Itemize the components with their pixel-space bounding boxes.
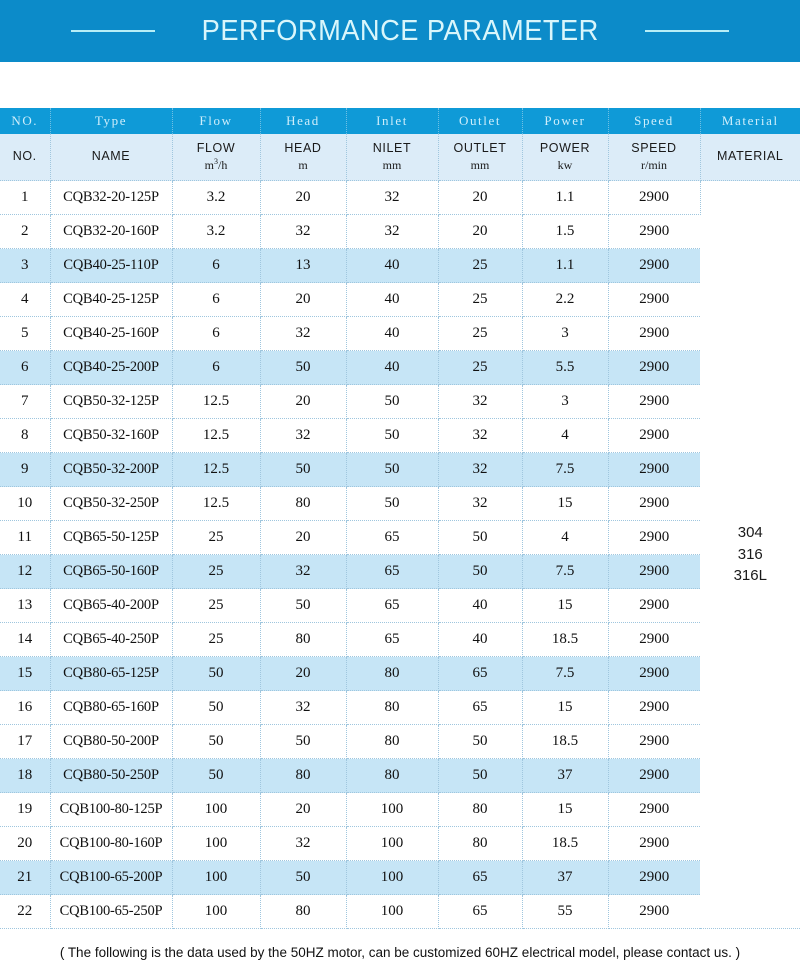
subheader-power-label: POWER [540,141,590,155]
cell-no: 3 [0,249,50,283]
cell-speed: 2900 [608,385,700,419]
cell-inlet: 65 [346,555,438,589]
banner-rule-right-icon [645,30,729,32]
subheader-inlet-unit: mm [347,158,438,173]
cell-inlet: 80 [346,691,438,725]
cell-outlet: 80 [438,793,522,827]
table-row [0,385,800,419]
cell-outlet: 50 [438,521,522,555]
table-row [0,487,800,521]
table-row [0,419,800,453]
cell-speed: 2900 [608,249,700,283]
cell-type: CQB100-80-160P [50,827,172,861]
cell-flow: 100 [172,895,260,929]
subheader-power [522,134,608,181]
table-row [0,759,800,793]
cell-power: 3 [522,317,608,351]
cell-head: 20 [260,385,346,419]
cell-head: 32 [260,827,346,861]
table-header-row-top [0,108,800,134]
subheader-material [700,134,800,181]
cell-inlet: 100 [346,861,438,895]
cell-no: 21 [0,861,50,895]
cell-power: 2.2 [522,283,608,317]
cell-flow: 12.5 [172,419,260,453]
cell-inlet: 50 [346,419,438,453]
cell-type: CQB65-40-250P [50,623,172,657]
cell-inlet: 100 [346,827,438,861]
cell-type: CQB80-50-250P [50,759,172,793]
cell-no: 6 [0,351,50,385]
cell-flow: 12.5 [172,385,260,419]
cell-inlet: 65 [346,623,438,657]
subheader-head-unit: m [261,158,346,173]
cell-power: 37 [522,759,608,793]
cell-power: 15 [522,589,608,623]
cell-head: 50 [260,589,346,623]
cell-flow: 6 [172,317,260,351]
cell-outlet: 25 [438,351,522,385]
cell-head: 20 [260,793,346,827]
table-row [0,861,800,895]
cell-power: 3 [522,385,608,419]
table-row [0,589,800,623]
cell-flow: 100 [172,827,260,861]
cell-outlet: 25 [438,283,522,317]
cell-type: CQB100-65-250P [50,895,172,929]
subheader-name [50,134,172,181]
cell-type: CQB80-65-160P [50,691,172,725]
cell-head: 80 [260,895,346,929]
cell-no: 7 [0,385,50,419]
cell-head: 80 [260,623,346,657]
table-body [0,181,800,929]
cell-no: 10 [0,487,50,521]
header-inlet: Inlet [346,108,438,134]
cell-type: CQB32-20-125P [50,181,172,215]
cell-power: 1.1 [522,249,608,283]
table-row [0,215,800,249]
cell-flow: 6 [172,249,260,283]
cell-no: 17 [0,725,50,759]
subheader-head-label: HEAD [284,141,321,155]
header-flow: Flow [172,108,260,134]
cell-type: CQB50-32-160P [50,419,172,453]
cell-outlet: 40 [438,623,522,657]
cell-type: CQB65-50-160P [50,555,172,589]
cell-power: 18.5 [522,623,608,657]
cell-no: 15 [0,657,50,691]
page-banner [0,0,800,62]
cell-no: 12 [0,555,50,589]
cell-flow: 3.2 [172,181,260,215]
cell-power: 15 [522,691,608,725]
table-row [0,555,800,589]
cell-flow: 50 [172,691,260,725]
cell-flow: 6 [172,351,260,385]
cell-flow: 25 [172,623,260,657]
cell-outlet: 20 [438,215,522,249]
subheader-no-label: NO. [13,149,37,163]
cell-speed: 2900 [608,657,700,691]
cell-type: CQB40-25-160P [50,317,172,351]
subheader-name-label: NAME [92,149,131,163]
cell-inlet: 40 [346,317,438,351]
cell-flow: 25 [172,589,260,623]
cell-type: CQB32-20-160P [50,215,172,249]
subheader-speed [608,134,700,181]
cell-inlet: 65 [346,589,438,623]
cell-type: CQB40-25-110P [50,249,172,283]
cell-no: 13 [0,589,50,623]
cell-head: 50 [260,453,346,487]
cell-power: 5.5 [522,351,608,385]
cell-speed: 2900 [608,555,700,589]
cell-power: 1.5 [522,215,608,249]
subheader-flow-label: FLOW [197,141,236,155]
cell-head: 20 [260,657,346,691]
cell-power: 7.5 [522,657,608,691]
material-value: 316 [701,544,800,566]
cell-speed: 2900 [608,861,700,895]
cell-outlet: 25 [438,317,522,351]
subheader-no [0,134,50,181]
subheader-outlet-unit: mm [439,158,522,173]
header-type: Type [50,108,172,134]
cell-no: 18 [0,759,50,793]
cell-inlet: 65 [346,521,438,555]
cell-inlet: 50 [346,453,438,487]
cell-head: 20 [260,283,346,317]
cell-outlet: 80 [438,827,522,861]
cell-type: CQB50-32-200P [50,453,172,487]
cell-outlet: 32 [438,453,522,487]
cell-flow: 12.5 [172,453,260,487]
cell-no: 5 [0,317,50,351]
cell-head: 80 [260,759,346,793]
material-value: 304 [701,522,800,544]
cell-head: 13 [260,249,346,283]
cell-inlet: 50 [346,487,438,521]
cell-inlet: 100 [346,793,438,827]
cell-speed: 2900 [608,691,700,725]
cell-outlet: 65 [438,657,522,691]
table-row [0,657,800,691]
cell-power: 7.5 [522,555,608,589]
cell-power: 1.1 [522,181,608,215]
material-value: 316L [701,565,800,587]
subheader-inlet [346,134,438,181]
cell-flow: 50 [172,759,260,793]
cell-flow: 3.2 [172,215,260,249]
cell-outlet: 32 [438,487,522,521]
cell-material [700,181,800,929]
cell-no: 11 [0,521,50,555]
cell-head: 50 [260,861,346,895]
cell-outlet: 65 [438,861,522,895]
table-row [0,725,800,759]
page-title: PERFORMANCE PARAMETER [201,15,598,48]
cell-type: CQB100-65-200P [50,861,172,895]
cell-outlet: 40 [438,589,522,623]
table-row [0,181,800,215]
cell-no: 22 [0,895,50,929]
cell-speed: 2900 [608,487,700,521]
cell-head: 32 [260,419,346,453]
cell-power: 55 [522,895,608,929]
performance-table-area [0,62,800,960]
cell-flow: 12.5 [172,487,260,521]
cell-inlet: 32 [346,215,438,249]
performance-parameter-table [0,108,800,929]
cell-head: 50 [260,351,346,385]
cell-inlet: 40 [346,249,438,283]
subheader-head [260,134,346,181]
header-outlet: Outlet [438,108,522,134]
cell-inlet: 80 [346,725,438,759]
cell-no: 1 [0,181,50,215]
cell-outlet: 50 [438,759,522,793]
cell-no: 8 [0,419,50,453]
cell-flow: 100 [172,861,260,895]
cell-flow: 50 [172,657,260,691]
cell-inlet: 80 [346,657,438,691]
cell-type: CQB40-25-125P [50,283,172,317]
cell-head: 50 [260,725,346,759]
cell-power: 37 [522,861,608,895]
cell-head: 20 [260,181,346,215]
cell-speed: 2900 [608,589,700,623]
table-row [0,453,800,487]
cell-outlet: 50 [438,725,522,759]
cell-speed: 2900 [608,895,700,929]
header-material: Material [700,108,800,134]
cell-power: 4 [522,521,608,555]
cell-head: 80 [260,487,346,521]
header-power: Power [522,108,608,134]
cell-head: 20 [260,521,346,555]
cell-speed: 2900 [608,215,700,249]
table-header-row-sub [0,134,800,181]
subheader-flow-unit: $m^3/h$ [173,158,260,173]
cell-inlet: 32 [346,181,438,215]
cell-speed: 2900 [608,623,700,657]
cell-flow: 25 [172,555,260,589]
table-row [0,351,800,385]
table-row [0,827,800,861]
cell-no: 2 [0,215,50,249]
cell-type: CQB65-40-200P [50,589,172,623]
cell-speed: 2900 [608,521,700,555]
cell-power: 18.5 [522,827,608,861]
subheader-speed-unit: r/min [609,158,700,173]
cell-outlet: 65 [438,691,522,725]
cell-inlet: 100 [346,895,438,929]
table-row [0,793,800,827]
cell-power: 7.5 [522,453,608,487]
cell-inlet: 40 [346,283,438,317]
cell-head: 32 [260,215,346,249]
cell-outlet: 32 [438,419,522,453]
cell-inlet: 40 [346,351,438,385]
table-header [0,108,800,181]
cell-outlet: 50 [438,555,522,589]
cell-speed: 2900 [608,419,700,453]
cell-inlet: 80 [346,759,438,793]
cell-speed: 2900 [608,453,700,487]
cell-speed: 2900 [608,725,700,759]
cell-speed: 2900 [608,317,700,351]
subheader-outlet-label: OUTLET [454,141,507,155]
header-head: Head [260,108,346,134]
header-no: NO. [0,108,50,134]
cell-flow: 6 [172,283,260,317]
cell-inlet: 50 [346,385,438,419]
cell-no: 19 [0,793,50,827]
cell-type: CQB65-50-125P [50,521,172,555]
subheader-outlet [438,134,522,181]
cell-outlet: 65 [438,895,522,929]
cell-no: 20 [0,827,50,861]
cell-head: 32 [260,555,346,589]
table-row [0,623,800,657]
cell-speed: 2900 [608,759,700,793]
cell-power: 15 [522,793,608,827]
table-row [0,283,800,317]
cell-speed: 2900 [608,181,700,215]
cell-outlet: 32 [438,385,522,419]
cell-speed: 2900 [608,283,700,317]
cell-no: 16 [0,691,50,725]
table-row [0,895,800,929]
cell-no: 4 [0,283,50,317]
cell-type: CQB40-25-200P [50,351,172,385]
cell-flow: 25 [172,521,260,555]
cell-type: CQB50-32-250P [50,487,172,521]
subheader-inlet-label: NILET [373,141,411,155]
subheader-speed-label: SPEED [631,141,676,155]
table-row [0,521,800,555]
cell-speed: 2900 [608,793,700,827]
footer-note: ( The following is the data used by the 50HZ motor, can be customized 60HZ electrical model, please contact us. ) [0,929,800,960]
cell-head: 32 [260,691,346,725]
cell-type: CQB80-50-200P [50,725,172,759]
cell-no: 14 [0,623,50,657]
cell-head: 32 [260,317,346,351]
table-row [0,249,800,283]
banner-rule-left-icon [71,30,155,32]
cell-power: 15 [522,487,608,521]
cell-speed: 2900 [608,827,700,861]
cell-type: CQB80-65-125P [50,657,172,691]
cell-power: 4 [522,419,608,453]
subheader-power-unit: kw [523,158,608,173]
cell-flow: 50 [172,725,260,759]
table-row [0,691,800,725]
cell-speed: 2900 [608,351,700,385]
cell-outlet: 20 [438,181,522,215]
subheader-material-label: MATERIAL [717,149,783,163]
cell-power: 18.5 [522,725,608,759]
table-row [0,317,800,351]
header-speed: Speed [608,108,700,134]
cell-type: CQB50-32-125P [50,385,172,419]
cell-flow: 100 [172,793,260,827]
cell-outlet: 25 [438,249,522,283]
cell-type: CQB100-80-125P [50,793,172,827]
cell-no: 9 [0,453,50,487]
subheader-flow [172,134,260,181]
